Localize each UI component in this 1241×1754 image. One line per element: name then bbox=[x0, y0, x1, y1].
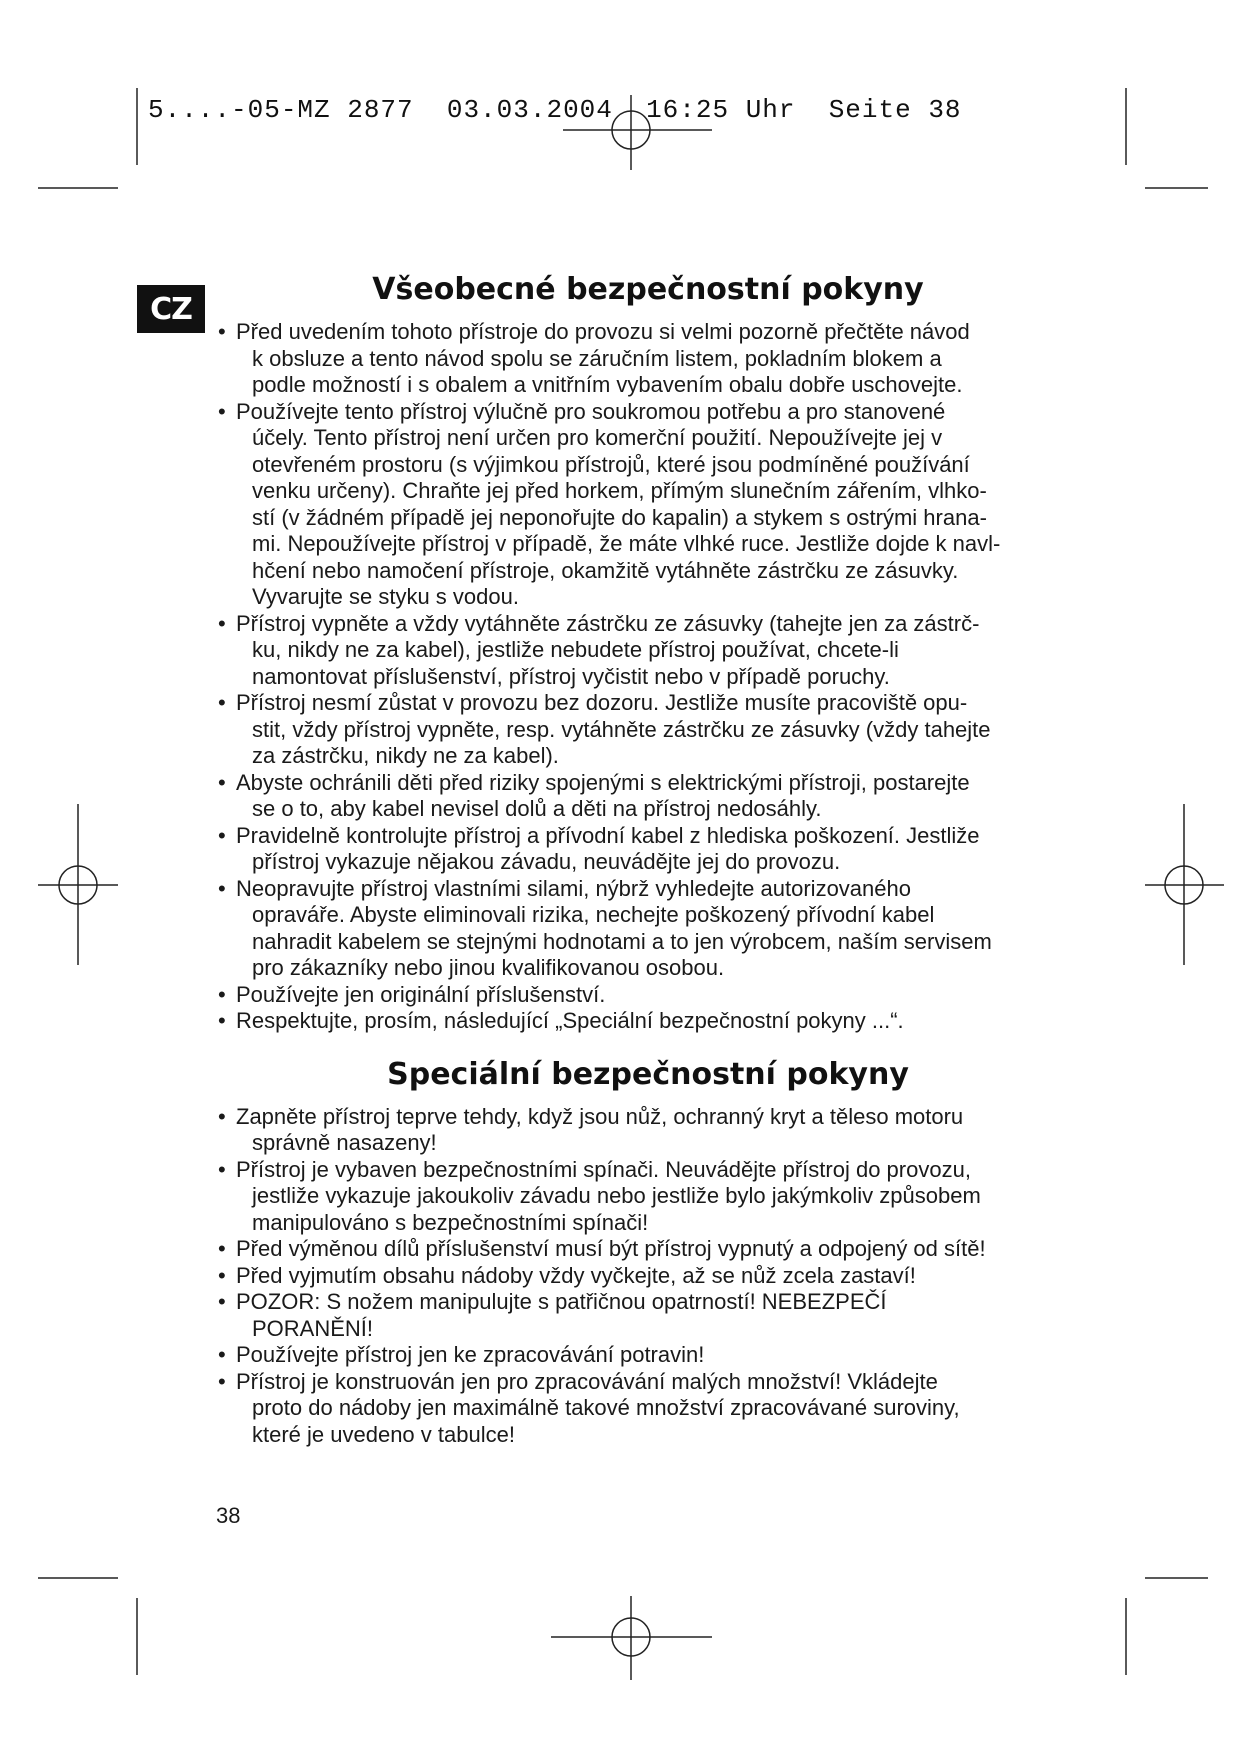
page-number: 38 bbox=[216, 1503, 241, 1528]
list-item-line: Před uvedením tohoto přístroje do provozu si velmi pozorně přečtěte návod bbox=[236, 319, 970, 344]
bullet-icon: • bbox=[218, 1368, 226, 1394]
language-tab: CZ bbox=[137, 285, 205, 333]
bullet-icon: • bbox=[218, 875, 226, 901]
bullet-icon: • bbox=[218, 319, 226, 344]
bullet-icon: • bbox=[218, 822, 226, 848]
list-item bbox=[218, 1157, 1078, 1237]
list-item-line: ku, nikdy ne za kabel), jestliže nebudete přístroj používat, chcete-li bbox=[252, 637, 899, 662]
bullet-icon: • bbox=[218, 1262, 226, 1288]
list-item-line: k obsluze a tento návod spolu se záručním listem, pokladním blokem a bbox=[252, 345, 942, 371]
list-item bbox=[218, 876, 1078, 982]
list-item bbox=[218, 770, 1078, 823]
list-item-line: Používejte přístroj jen ke zpracovávání potravin! bbox=[236, 1342, 705, 1367]
list-item bbox=[218, 1342, 1078, 1369]
print-header-line: 5....-05-MZ 2877 03.03.2004 16:25 Uhr Seite 38 bbox=[148, 95, 962, 125]
bullet-icon: • bbox=[218, 1008, 226, 1033]
list-item-line: nahradit kabelem se stejnými hodnotami a to jen výrobcem, naším servisem bbox=[252, 928, 992, 954]
list-item bbox=[218, 982, 1078, 1009]
bullet-icon: • bbox=[218, 981, 226, 1007]
list-item-line: Přístroj vypněte a vždy vytáhněte zástrčku ze zásuvky (tahejte jen za zástrč- bbox=[236, 610, 980, 636]
list-item-line: Vyvarujte se styku s vodou. bbox=[252, 584, 519, 609]
list-item-line: za zástrčku, nikdy ne za kabel). bbox=[252, 743, 559, 768]
special-safety-list bbox=[218, 1104, 1078, 1449]
list-item-line: Abyste ochránili děti před riziky spojenými s elektrickými přístroji, postarejte bbox=[236, 769, 970, 795]
list-item bbox=[218, 823, 1078, 876]
list-item-line: Před vyjmutím obsahu nádoby vždy vyčkejte, až se nůž zcela zastaví! bbox=[236, 1262, 916, 1288]
bullet-icon: • bbox=[218, 398, 226, 424]
list-item-line: stit, vždy přístroj vypněte, resp. vytáhněte zástrčku ze zásuvky (vždy tahejte bbox=[252, 716, 991, 742]
bullet-icon: • bbox=[218, 610, 226, 636]
list-item-line: venku určeny). Chraňte jej před horkem, přímým slunečním zářením, vlhko- bbox=[252, 478, 987, 503]
list-item-line: hčení nebo namočení přístroje, okamžitě vytáhněte zástrčku ze zásuvky. bbox=[252, 557, 959, 583]
list-item bbox=[218, 690, 1078, 770]
bullet-icon: • bbox=[218, 1289, 226, 1314]
list-item-line: namontovat příslušenství, přístroj vyčistit nebo v případě poruchy. bbox=[252, 663, 890, 689]
bullet-icon: • bbox=[218, 1156, 226, 1182]
bullet-icon: • bbox=[218, 769, 226, 795]
list-item bbox=[218, 1008, 1078, 1035]
list-item bbox=[218, 1236, 1078, 1263]
list-item-line: stí (v žádném případě jej neponořujte do kapalin) a stykem s ostrými hrana- bbox=[252, 504, 987, 530]
list-item-line: proto do nádoby jen maximálně takové množství zpracovávané suroviny, bbox=[252, 1395, 960, 1420]
list-item-line: otevřeném prostoru (s výjimkou přístrojů, které jsou podmíněné používání bbox=[252, 451, 970, 477]
list-item-line: Respektujte, prosím, následující „Speciální bezpečnostní pokyny ...“. bbox=[236, 1008, 904, 1033]
list-item bbox=[218, 1289, 1078, 1342]
bullet-icon: • bbox=[218, 1236, 226, 1261]
bullet-icon: • bbox=[218, 1103, 226, 1129]
bullet-icon: • bbox=[218, 690, 226, 715]
list-item-line: Zapněte přístroj teprve tehdy, když jsou nůž, ochranný kryt a těleso motoru bbox=[236, 1103, 964, 1129]
list-item-line: Pravidelně kontrolujte přístroj a přívodní kabel z hlediska poškození. Jestliže bbox=[236, 822, 980, 848]
list-item-line: manipulováno s bezpečnostními spínači! bbox=[252, 1209, 649, 1235]
list-item-line: jestliže vykazuje jakoukoliv závadu nebo jestliže bylo jakýmkoliv způsobem bbox=[252, 1183, 981, 1208]
list-item-line: Neopravujte přístroj vlastními silami, nýbrž vyhledejte autorizovaného bbox=[236, 875, 911, 901]
bullet-icon: • bbox=[218, 1342, 226, 1367]
list-item bbox=[218, 611, 1078, 691]
section-title-special-safety: Speciální bezpečnostní pokyny bbox=[387, 1056, 909, 1092]
list-item-line: POZOR: S nožem manipulujte s patřičnou opatrností! NEBEZPEČÍ bbox=[236, 1289, 887, 1314]
section-title-general-safety: Všeobecné bezpečnostní pokyny bbox=[372, 272, 924, 307]
list-item bbox=[218, 399, 1078, 611]
list-item-line: Přístroj je vybaven bezpečnostními spínači. Neuvádějte přístroj do provozu, bbox=[236, 1156, 971, 1182]
list-item-line: PORANĚNÍ! bbox=[252, 1315, 374, 1341]
list-item-line: Přístroj je konstruován jen pro zpracovávání malých množství! Vkládejte bbox=[236, 1368, 938, 1394]
list-item-line: Používejte jen originální příslušenství. bbox=[236, 981, 606, 1007]
list-item bbox=[218, 1369, 1078, 1449]
list-item-line: správně nasazeny! bbox=[252, 1130, 437, 1155]
list-item-line: přístroj vykazuje nějakou závadu, neuvádějte jej do provozu. bbox=[252, 849, 841, 874]
list-item-line: Používejte tento přístroj výlučně pro soukromou potřebu a pro stanovené bbox=[236, 398, 946, 424]
list-item-line: účely. Tento přístroj není určen pro komerční použití. Nepoužívejte jej v bbox=[252, 425, 943, 450]
list-item bbox=[218, 1263, 1078, 1290]
list-item bbox=[218, 1104, 1078, 1157]
list-item-line: opraváře. Abyste eliminovali rizika, nechejte poškozený přívodní kabel bbox=[252, 902, 935, 927]
list-item-line: Přístroj nesmí zůstat v provozu bez dozoru. Jestliže musíte pracoviště opu- bbox=[236, 690, 968, 715]
list-item-line: podle možností i s obalem a vnitřním vybavením obalu dobře uschovejte. bbox=[252, 372, 963, 397]
list-item-line: Před výměnou dílů příslušenství musí být přístroj vypnutý a odpojený od sítě! bbox=[236, 1236, 986, 1261]
list-item bbox=[218, 319, 1078, 399]
list-item-line: se o to, aby kabel nevisel dolů a děti na přístroj nedosáhly. bbox=[252, 796, 822, 821]
list-item-line: pro zákazníky nebo jinou kvalifikovanou osobou. bbox=[252, 955, 725, 980]
list-item-line: které je uvedeno v tabulce! bbox=[252, 1421, 515, 1447]
general-safety-list bbox=[218, 319, 1078, 1035]
list-item-line: mi. Nepoužívejte přístroj v případě, že máte vlhké ruce. Jestliže dojde k navl- bbox=[252, 531, 1001, 556]
document-body bbox=[218, 272, 1078, 1448]
